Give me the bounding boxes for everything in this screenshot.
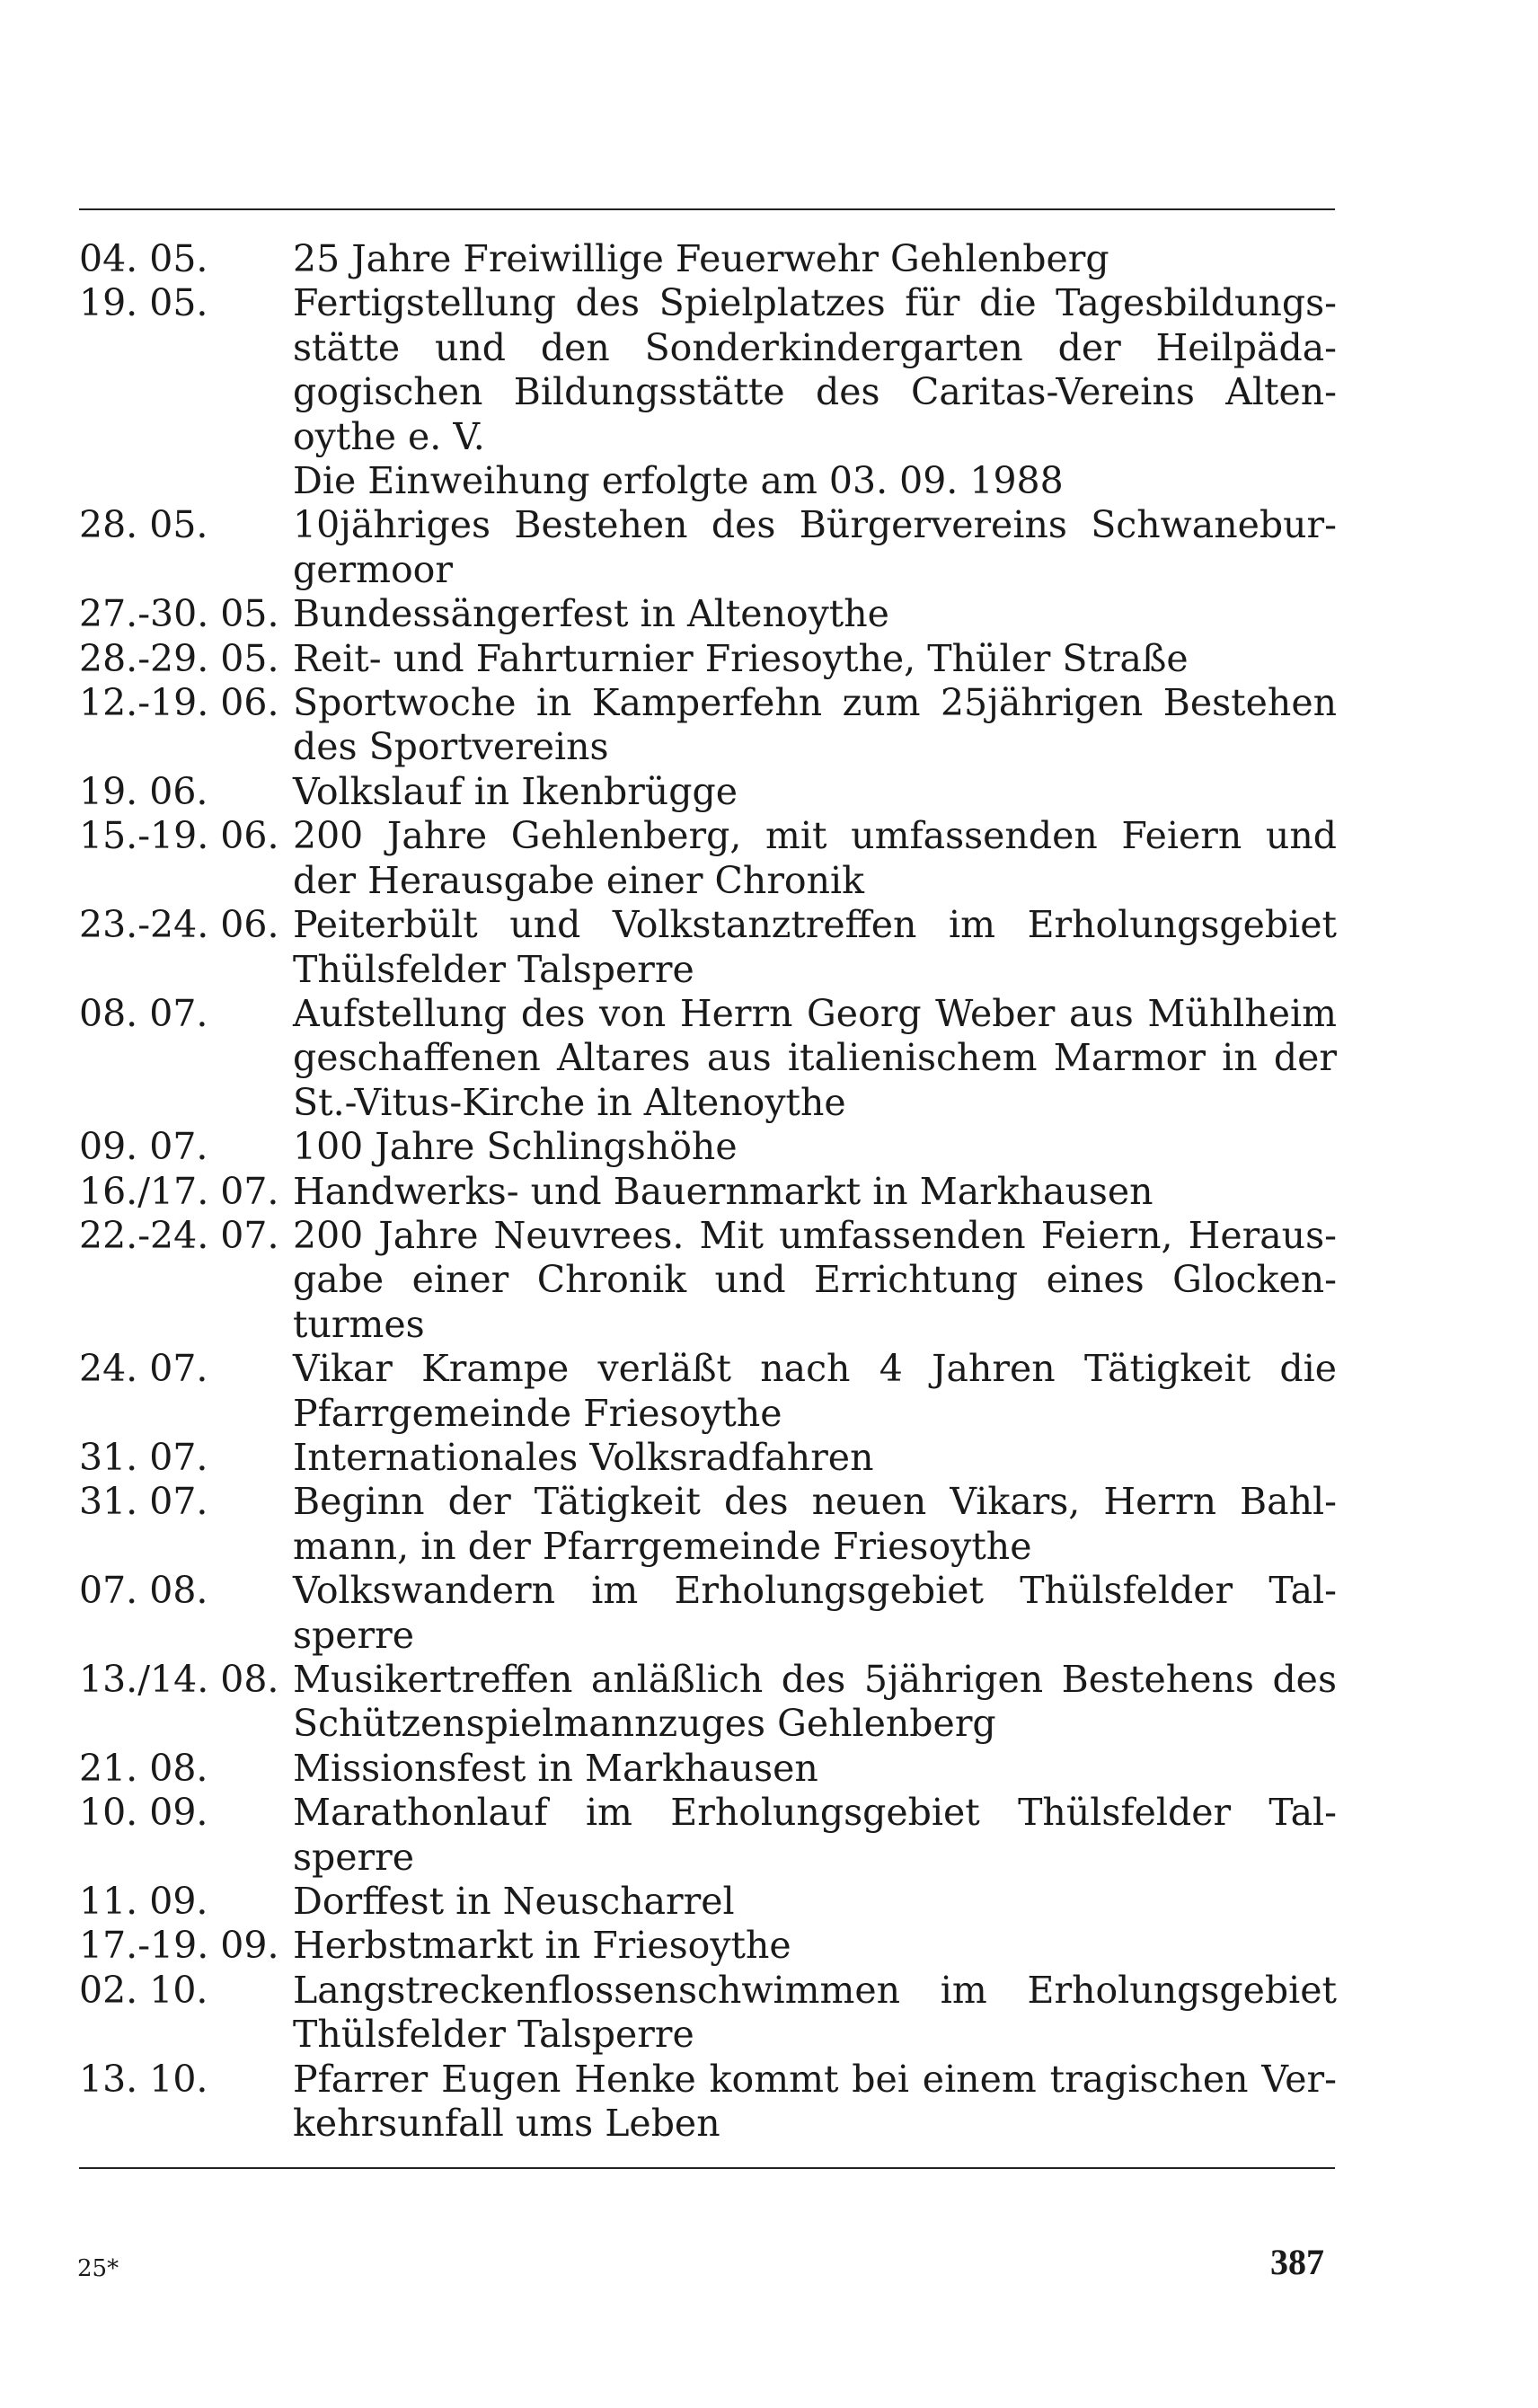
- entry-text: Handwerks- und Bauernmarkt in Markhausen: [293, 1169, 1154, 1213]
- list-item: [79, 1569, 1337, 1658]
- entry-date: 11. 09.: [79, 1880, 208, 1924]
- entry-text: Internationales Volksradfahren: [293, 1435, 874, 1479]
- entry-text-block: [293, 281, 1337, 503]
- list-item: [79, 1791, 1337, 1880]
- entry-text: 25 Jahre Freiwillige Feuerwehr Gehlenberg: [293, 237, 1109, 280]
- entry-date: 28.-29. 05.: [79, 636, 279, 680]
- entry-text: Fertigstellung des Spielplatzes für die Tagesbildungsstätte und den Sonderkindergarten der Heilpädagogischen Bildungsstätte des Caritas-Vereins Altenoythe e. V.: [293, 281, 1337, 458]
- entry-text: Dorffest in Neuscharrel: [293, 1880, 735, 1924]
- list-item: [79, 592, 1337, 636]
- list-item: [79, 1436, 1337, 1480]
- entry-text: 200 Jahre Gehlenberg, mit umfassenden Feiern und der Herausgabe einer Chronik: [293, 814, 1337, 902]
- list-item: [79, 2058, 1337, 2147]
- entry-date: 21. 08.: [79, 1746, 208, 1790]
- entry-date: 31. 07.: [79, 1435, 208, 1479]
- entry-date: 31. 07.: [79, 1480, 208, 1524]
- entry-text: 200 Jahre Neuvrees. Mit umfassenden Feiern, Herausgabe einer Chronik und Errichtung eines Glockenturmes: [293, 1213, 1337, 1346]
- entry-text: Langstreckenflossenschwimmen im Erholungsgebiet Thülsfelder Talsperre: [293, 1968, 1337, 2057]
- entry-text: Musikertreffen anläßlich des 5jährigen Bestehens des Schützenspielmannzuges Gehlenberg: [293, 1658, 1337, 1746]
- list-item: [79, 1480, 1337, 1569]
- entry-text: Herbstmarkt in Friesoythe: [293, 1924, 791, 1968]
- entry-text: 10jähriges Bestehen des Bürgervereins Schwaneburgermoor: [293, 503, 1337, 591]
- entry-date: 16./17. 07.: [79, 1169, 279, 1213]
- entry-text: Marathonlauf im Erholungsgebiet Thülsfelder Talsperre: [293, 1791, 1337, 1879]
- entry-date: 12.-19. 06.: [79, 681, 279, 725]
- list-item: [79, 1347, 1337, 1436]
- list-item: [79, 814, 1337, 903]
- entry-text: Volkslauf in Ikenbrügge: [293, 769, 738, 813]
- entry-text: Beginn der Tätigkeit des neuen Vikars, Herrn Bahlmann, in der Pfarrgemeinde Friesoythe: [293, 1480, 1337, 1568]
- list-item: [79, 681, 1337, 770]
- entry-text: 100 Jahre Schlingshöhe: [293, 1125, 738, 1169]
- entry-text: Peiterbült und Volkstanztreffen im Erholungsgebiet Thülsfelder Talsperre: [293, 903, 1337, 991]
- page-number: 387: [1270, 2242, 1324, 2282]
- list-item: [79, 1747, 1337, 1791]
- entry-date: 23.-24. 06.: [79, 903, 279, 947]
- list-item: [79, 770, 1337, 814]
- entry-date: 28. 05.: [79, 503, 208, 547]
- entry-text: Reit- und Fahrturnier Friesoythe, Thüler Straße: [293, 636, 1189, 680]
- list-item: [79, 1125, 1337, 1169]
- entry-date: 22.-24. 07.: [79, 1213, 279, 1257]
- list-item: [79, 503, 1337, 592]
- entry-date: 02. 10.: [79, 1968, 208, 2012]
- top-rule: [79, 208, 1335, 210]
- entry-text: Vikar Krampe verläßt nach 4 Jahren Tätigkeit die Pfarrgemeinde Friesoythe: [293, 1347, 1337, 1435]
- entry-date: 15.-19. 06.: [79, 814, 279, 858]
- entry-date: 10. 09.: [79, 1791, 208, 1835]
- entry-text: Aufstellung des von Herrn Georg Weber aus Mühlheim geschaffenen Altares aus italienischem Marmor in der St.-Vitus-Kirche in Altenoythe: [293, 991, 1337, 1124]
- entry-date: 13. 10.: [79, 2057, 208, 2101]
- entry-text: Sportwoche in Kamperfehn zum 25jährigen Bestehen des Sportvereins: [293, 681, 1337, 769]
- list-item: [79, 1969, 1337, 2058]
- list-item: [79, 1880, 1337, 1924]
- entry-text: Missionsfest in Markhausen: [293, 1746, 818, 1790]
- entry-date: 07. 08.: [79, 1569, 208, 1613]
- list-item: [79, 1924, 1337, 1968]
- list-item: [79, 1214, 1337, 1347]
- entry-text: Bundessängerfest in Altenoythe: [293, 592, 889, 636]
- entry-date: 04. 05.: [79, 237, 208, 280]
- entry-date: 19. 06.: [79, 769, 208, 813]
- entry-date: 24. 07.: [79, 1347, 208, 1391]
- entry-text: Pfarrer Eugen Henke kommt bei einem tragischen Verkehrsunfall ums Leben: [293, 2057, 1337, 2146]
- signature-mark: 25*: [77, 2255, 119, 2282]
- list-item: [79, 237, 1337, 281]
- entry-date: 13./14. 08.: [79, 1658, 279, 1701]
- list-item: [79, 1658, 1337, 1747]
- entry-date: 08. 07.: [79, 991, 208, 1035]
- list-item: [79, 903, 1337, 992]
- chronicle-list: [79, 237, 1337, 2146]
- entry-date: 17.-19. 09.: [79, 1924, 279, 1968]
- list-item: [79, 1170, 1337, 1214]
- bottom-rule: [79, 2167, 1335, 2169]
- entry-date: 27.-30. 05.: [79, 592, 279, 636]
- entry-text: Volkswandern im Erholungsgebiet Thülsfelder Talsperre: [293, 1569, 1337, 1657]
- entry-date: 09. 07.: [79, 1125, 208, 1169]
- entry-note: Die Einweihung erfolgte am 03. 09. 1988: [293, 459, 1064, 503]
- list-item: [79, 281, 1337, 503]
- list-item: [79, 992, 1337, 1125]
- entry-date: 19. 05.: [79, 281, 208, 325]
- list-item: [79, 637, 1337, 681]
